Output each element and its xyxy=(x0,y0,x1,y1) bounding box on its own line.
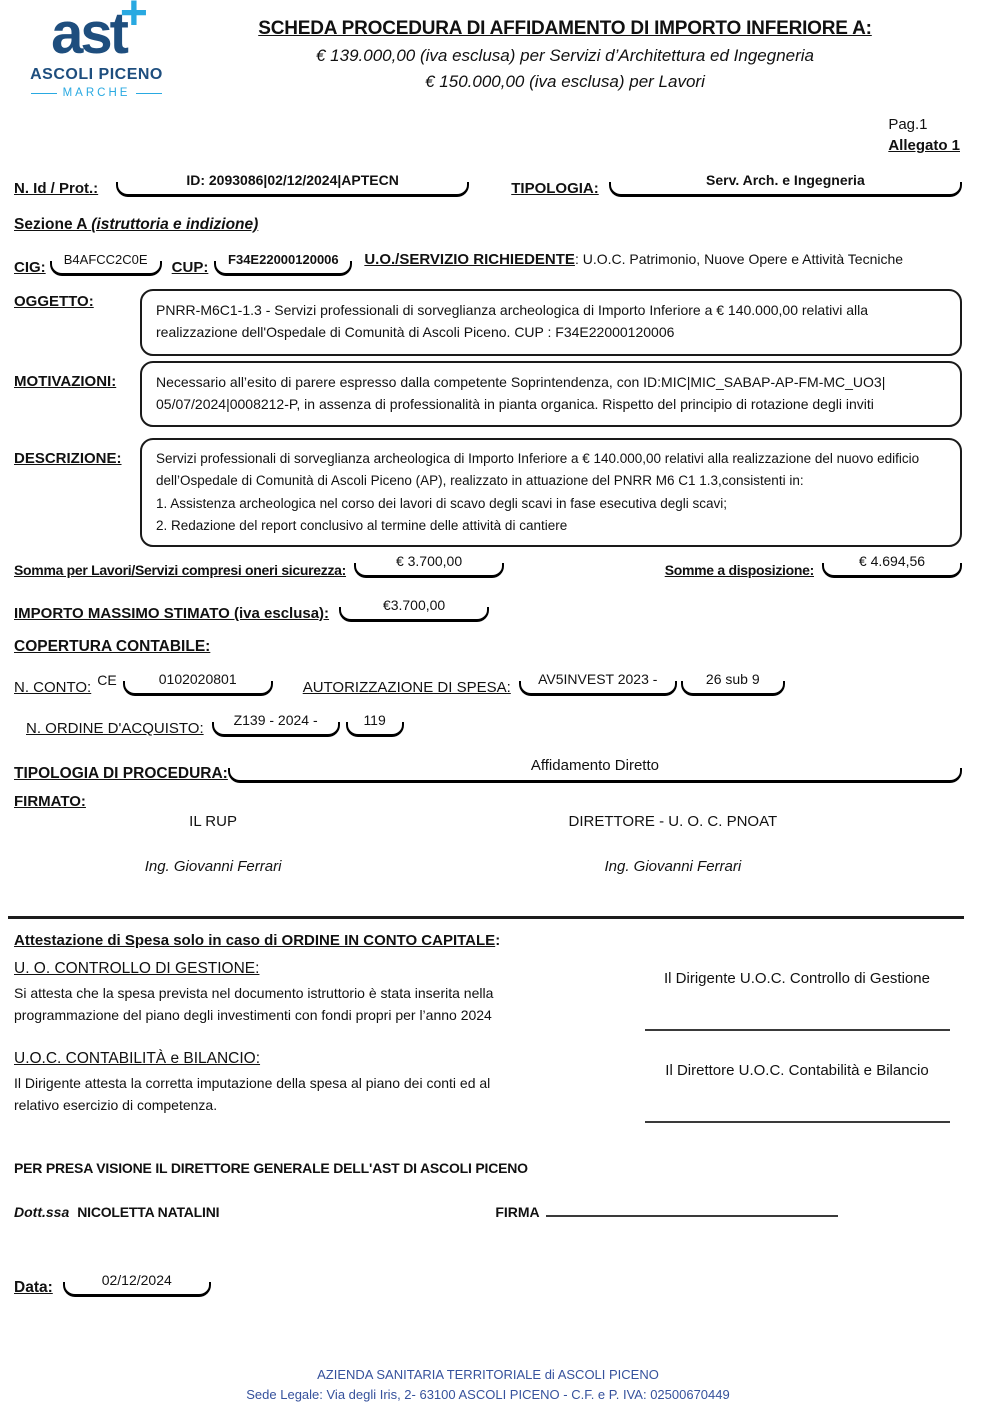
cig-value-field xyxy=(50,252,162,276)
firma-block xyxy=(495,1204,837,1220)
page-number: Pag.1 xyxy=(888,116,928,133)
uo-servizio-label: U.O./SERVIZIO RICHIEDENTE xyxy=(364,251,575,268)
gestione-sign-title: Il Dirigente U.O.C. Controllo di Gestione xyxy=(664,970,930,987)
tipologia-value-field xyxy=(609,172,962,197)
logo-region-row xyxy=(14,87,179,99)
id-prot-label: N. Id / Prot.: xyxy=(14,180,99,197)
gestione-signature-line xyxy=(645,1029,950,1031)
motivazioni-row xyxy=(14,361,962,427)
firmato-label: FIRMATO: xyxy=(14,793,86,810)
direttore-role: DIRETTORE - U. O. C. PNOAT xyxy=(568,813,778,830)
contabilita-label: U.O.C. CONTABILITÀ e BILANCIO: xyxy=(14,1050,261,1067)
autorizzazione-value1-field xyxy=(519,671,677,696)
firmato-section xyxy=(14,793,962,875)
tipologia-label: TIPOLOGIA: xyxy=(511,180,599,197)
descrizione-label: DESCRIZIONE: xyxy=(14,450,122,467)
logo-rule-left xyxy=(31,93,57,94)
contabilita-text: Il Dirigente attesta la corretta imputazione della spesa al piano dei conti ed al relativo esercizio di competenza. xyxy=(14,1075,491,1113)
descrizione-row xyxy=(14,438,962,547)
somme-disposizione-value-field xyxy=(822,553,962,578)
ordine-value2: 119 xyxy=(363,712,386,728)
oggetto-label: OGGETTO: xyxy=(14,293,94,310)
ordine-row xyxy=(26,712,974,737)
footer-line-2: Sede Legale: Via degli Iris, 2- 63100 ASCOLI PICENO - C.F. e P. IVA: 02500670449 xyxy=(246,1386,730,1402)
page-indicator-block xyxy=(888,116,960,154)
importo-value-field xyxy=(339,597,489,622)
conto-row xyxy=(14,671,962,696)
firmato-roles-row xyxy=(14,813,962,830)
sezione-heading xyxy=(14,216,962,234)
logo-org-name: ASCOLI PICENO xyxy=(30,66,163,84)
somme-disposizione-value: € 4.694,56 xyxy=(858,553,926,569)
plus-icon: + xyxy=(119,0,148,40)
data-label: Data: xyxy=(14,1279,53,1296)
procedura-row xyxy=(14,757,962,783)
cig-label: CIG: xyxy=(14,259,46,276)
direttore-generale-name: NICOLETTA NATALINI xyxy=(77,1204,220,1220)
contabilita-block xyxy=(14,1050,962,1127)
uo-servizio-value: : U.O.C. Patrimonio, Nuove Opere e Attività Tecniche xyxy=(574,251,904,267)
contabilita-sign-title: Il Direttore U.O.C. Contabilità e Bilancio xyxy=(665,1062,929,1079)
dottssa-title: Dott.ssa xyxy=(14,1204,70,1220)
importo-label: IMPORTO MASSIMO STIMATO (iva esclusa): xyxy=(14,605,330,622)
document-footer xyxy=(14,1365,962,1404)
gestione-label: U. O. CONTROLLO DI GESTIONE: xyxy=(14,960,260,977)
descrizione-line-3: 2. Redazione del report conclusivo al termine delle attività di cantiere xyxy=(156,517,568,533)
descrizione-line-2: 1. Assistenza archeologica nel corso dei lavori di scavo degli scavi in fase esecutiva degli scavi; xyxy=(156,495,728,511)
attestazione-heading-colon: : xyxy=(495,932,501,949)
autorizzazione-label: AUTORIZZAZIONE DI SPESA: xyxy=(302,679,511,696)
sezione-label xyxy=(14,216,258,233)
somme-disposizione-label: Somme a disposizione: xyxy=(664,562,814,578)
firmato-names-row xyxy=(14,858,962,875)
id-prot-value-field xyxy=(116,172,469,197)
contabilita-left-col xyxy=(14,1050,594,1116)
oggetto-row xyxy=(14,289,962,356)
descrizione-box xyxy=(140,438,962,547)
conto-ce: CE xyxy=(97,672,117,688)
procedura-label: TIPOLOGIA DI PROCEDURA: xyxy=(14,765,228,782)
id-prot-row xyxy=(14,172,962,197)
document-subtitle-1: € 139.000,00 (iva esclusa) per Servizi d’Architettura ed Ingegneria xyxy=(315,46,814,65)
procedura-value-field xyxy=(228,757,962,783)
importo-row xyxy=(14,597,962,622)
gestione-block xyxy=(14,960,962,1035)
conto-value: 0102020801 xyxy=(158,671,237,687)
cup-value: F34E22000120006 xyxy=(228,252,339,267)
rup-name: Ing. Giovanni Ferrari xyxy=(144,858,282,875)
gestione-sign-col xyxy=(632,960,962,1035)
autorizzazione-value1: AV5INVEST 2023 - xyxy=(538,671,658,687)
ordine-value2-field xyxy=(346,712,404,737)
procedura-value: Affidamento Diretto xyxy=(530,757,659,774)
conto-value-field xyxy=(123,671,273,696)
document-subtitle-2: € 150.000,00 (iva esclusa) per Lavori xyxy=(425,72,705,91)
oggetto-text: PNRR-M6C1-1.3 - Servizi professionali di sorveglianza archeologica di Importo Inferiore a € 140.000,00 relativi alla realizzazione dell'Ospedale di Comunità di Ascoli Piceno. CUP : F34E22000120006 xyxy=(156,302,869,341)
id-prot-value: ID: 2093086|02/12/2024|APTECN xyxy=(186,172,399,188)
gestione-text: Si attesta che la spesa prevista nel documento istruttorio è stata inserita nella programmazione del piano degli investimenti con fondi propri per l’anno 2024 xyxy=(14,985,494,1023)
motivazioni-label: MOTIVAZIONI: xyxy=(14,373,117,390)
tipologia-value: Serv. Arch. e Ingegneria xyxy=(706,172,865,188)
document-title: SCHEDA PROCEDURA DI AFFIDAMENTO DI IMPORTO INFERIORE A: xyxy=(258,18,872,39)
data-value-field xyxy=(63,1272,211,1297)
attestazione-heading xyxy=(14,932,962,949)
ordine-value1-field xyxy=(212,712,340,737)
firma-signature-line xyxy=(546,1215,838,1217)
ast-logo-text: ast xyxy=(51,1,126,66)
section-divider xyxy=(8,916,964,919)
ast-logo-wordmark xyxy=(51,0,148,66)
ast-logo xyxy=(14,0,179,100)
conto-label: N. CONTO: xyxy=(14,679,92,696)
autorizzazione-value2-field xyxy=(681,671,785,696)
copertura-label: COPERTURA CONTABILE: xyxy=(14,638,211,655)
logo-region-name: MARCHE xyxy=(62,87,131,100)
motivazioni-text: Necessario all’esito di parere espresso dalla competente Soprintendenza, con ID:MIC|MIC_SABAP-AP-FM-MC_UO3| 05/07/2024|0008212-P, in assenza di professionalità in pianta organica. Rispetto del principio di rotazione degli inviti xyxy=(156,374,886,413)
presa-visione-row xyxy=(14,1204,962,1220)
somma-label: Somma per Lavori/Servizi compresi oneri sicurezza: xyxy=(14,562,347,578)
sezione-label-text: Sezione A xyxy=(14,216,92,233)
gestione-left-col xyxy=(14,960,594,1026)
logo-rule-right xyxy=(136,93,162,94)
cup-value-field xyxy=(214,252,352,276)
uo-servizio-block xyxy=(364,251,903,276)
autorizzazione-value2: 26 sub 9 xyxy=(705,671,760,687)
attestazione-heading-text: Attestazione di Spesa solo in caso di ORDINE IN CONTO CAPITALE xyxy=(14,932,496,949)
rup-role: IL RUP xyxy=(189,813,237,830)
cig-cup-row xyxy=(14,251,962,276)
motivazioni-box xyxy=(140,361,962,427)
firma-label: FIRMA xyxy=(495,1204,540,1220)
descrizione-line-1: Servizi professionali di sorveglianza archeologica di Importo Inferiore a € 140.000,00 relativi alla realizzazione del nuovo edificio dell’Ospedale di Comunità di Ascoli Piceno (AP), realizzato in attuazione del PNRR M6 C1 1.3,consistenti in: xyxy=(156,451,920,489)
data-row xyxy=(14,1272,962,1297)
data-value: 02/12/2024 xyxy=(101,1272,172,1288)
somma-value-field xyxy=(354,553,504,578)
allegato-label: Allegato 1 xyxy=(888,137,960,154)
footer-line-1: AZIENDA SANITARIA TERRITORIALE di ASCOLI PICENO xyxy=(317,1367,659,1382)
ordine-value1: Z139 - 2024 - xyxy=(233,712,318,728)
direttore-name: Ing. Giovanni Ferrari xyxy=(604,858,742,875)
contabilita-signature-line xyxy=(645,1121,950,1123)
cup-label: CUP: xyxy=(171,259,209,276)
ordine-label: N. ORDINE D'ACQUISTO: xyxy=(26,720,204,737)
oggetto-box xyxy=(140,289,962,356)
cig-value: B4AFCC2C0E xyxy=(63,252,148,267)
title-block xyxy=(160,18,970,92)
copertura-heading xyxy=(14,638,962,656)
importo-value: €3.700,00 xyxy=(382,597,446,613)
contabilita-sign-col xyxy=(632,1050,962,1127)
sezione-label-italic: (istruttoria e indizione) xyxy=(91,216,259,233)
somma-row xyxy=(14,553,962,578)
somma-value: € 3.700,00 xyxy=(395,553,463,569)
presa-visione-heading: PER PRESA VISIONE IL DIRETTORE GENERALE DELL'AST DI ASCOLI PICENO xyxy=(14,1160,528,1176)
